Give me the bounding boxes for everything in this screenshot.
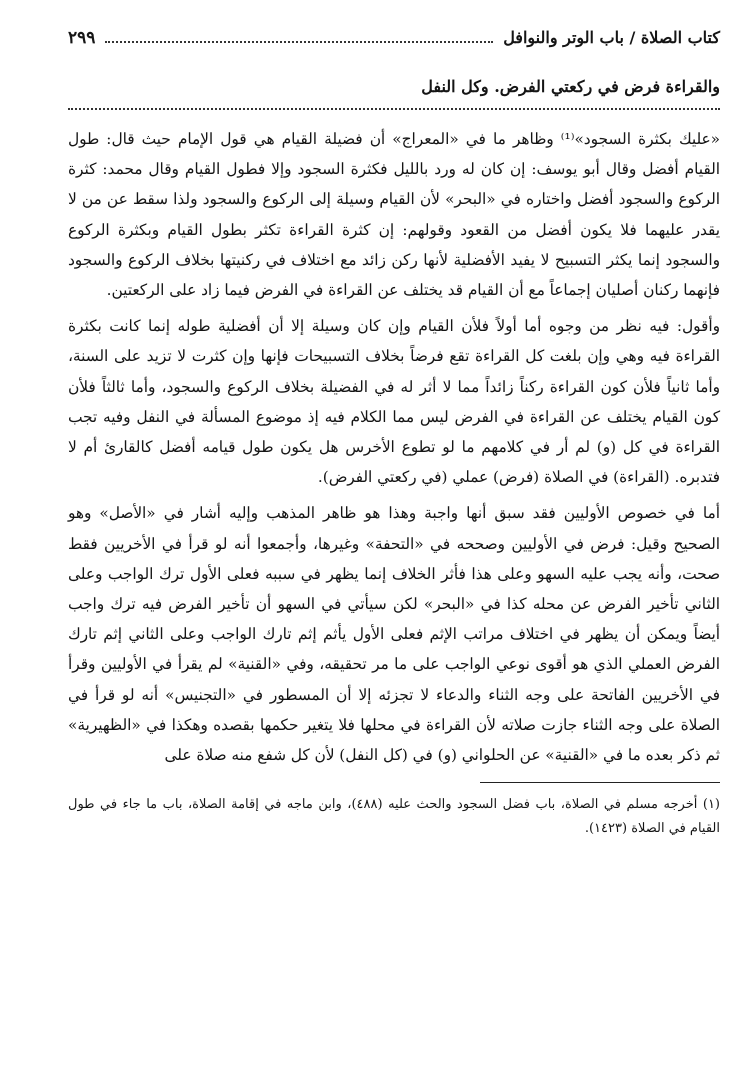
running-header <box>68 28 720 54</box>
paragraph-1: «عليك بكثرة السجود»⁽¹⁾ وظاهر ما في «المعراج» أن فضيلة القيام هي قول الإمام حيث قال: طول القيام أفضل وقال أبو يوسف: إن كان له ورد بالليل فكثرة السجود وإلا فطول القيام وقال محمد: كثرة الركوع والسجود أفضل واختاره في «البحر» لأن القيام وسيلة إلى الركوع والسجود ولذا سقط عن من لا يقدر عليهما فلا يكون أفضل من القعود وقولهم: إن كثرة القراءة تكثر بطول القيام وبكثرة الركوع والسجود إنما يكثر التسبيح لا يفيد الأفضلية لأنها ركن زائد مع اختلاف في ركنيتها بخلاف الركوع والسجود فإنهما ركنان أصليان إجماعاً مع أن القيام قد يختلف عن القراءة في الفرض فيما زاد على الركعتين. <box>68 130 720 300</box>
footnote-1: (١) أخرجه مسلم في الصلاة، باب فضل السجود والحث عليه (٤٨٨)، وابن ماجه في إقامة الصلاة، باب ما جاء في طول القيام في الصلاة (١٤٢٣). <box>68 797 720 837</box>
header-dotted-leader <box>105 29 493 43</box>
footnote-separator <box>480 782 720 783</box>
page <box>68 28 720 841</box>
page-number: ٢٩٩ <box>68 28 96 48</box>
paragraph-2: وأقول: فيه نظر من وجوه أما أولاً فلأن القيام وإن كان وسيلة إلا أن أفضلية طوله إنما كانت بكثرة القراءة فيه وهي وإن بلغت كل القراءة تقع فرضاً بخلاف التسبيحات فإنها وإن كثرت لا تزيد على السنة، وأما ثانياً فلأن كون القراءة ركناً زائداً مما لا أثر له في الفضيلة بخلاف الركوع والسجود، وأما ثالثاً فلأن كون القيام يختلف عن القراءة في الفرض ليس مما الكلام فيه إذ موضوع المسألة في النفل وفيه تجب القراءة في كل (و) لم أر في كلامهم ما لو تطوع الأخرس هل يكون طول قيامه أفضل كالقارئ أم لا فتدبره. (القراءة) في الصلاة (فرض) عملي (في ركعتي الفرض). <box>68 317 720 487</box>
paragraph-3: أما في خصوص الأوليين فقد سبق أنها واجبة وهذا هو ظاهر المذهب وإليه أشار في «الأصل» وهو الصحيح وقيل: فرض في الأوليين وصححه في «التحفة» وغيرها، وأجمعوا أنه لو قرأ في الأخريين فقط صحت، وأنه يجب عليه السهو وعلى هذا فأثر الخلاف إنما يظهر في سببه فعلى الأول ترك الواجب وعلى الثاني تأخير الفرض عن محله كذا في «البحر» لكن سيأتي في السهو أن تأخير الفرض فيه ترك واجب أيضاً ويمكن أن يظهر في اختلاف مراتب الإثم فعلى الأول يأثم إثم تارك الواجب وعلى الثاني إثم تارك الفرض العملي الذي هو أقوى نوعي الواجب على ما مر تحقيقه، وفي «القنية» لم يقرأ في الأوليين وقرأ في الأخريين الفاتحة على وجه الثناء والدعاء لا تجزئه إلا أن المسطور في «التجنيس» أنه لو قرأ في الصلاة على وجه الثناء جازت صلاته لأن القراءة في محلها فلا يتغير حكمها بقصده وهكذا في «الظهيرية» ثم ذكر بعده ما في «القنية» عن الحلواني (و) في (كل النفل) لأن كل شفع منه صلاة على <box>68 504 720 765</box>
header-title: كتاب الصلاة / باب الوتر والنوافل <box>503 28 720 47</box>
matn-text: والقراءة فرض في ركعتي الفرض. وكل النفل <box>421 77 720 96</box>
matn-dotted-separator <box>68 102 720 110</box>
commentary-body <box>68 124 720 770</box>
